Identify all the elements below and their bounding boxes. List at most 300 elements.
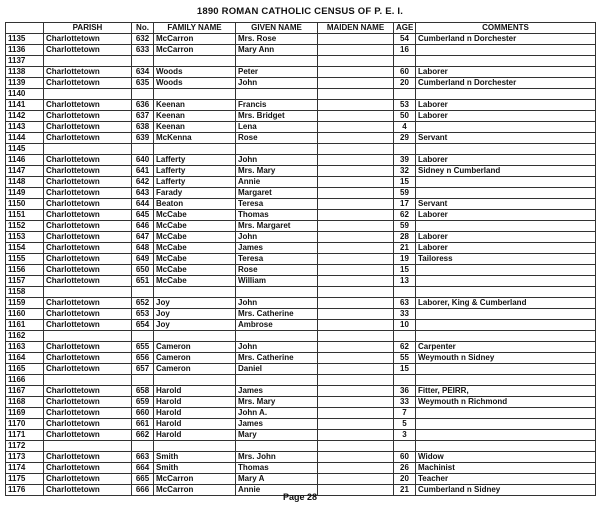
parish-cell: Charlottetown [44,452,132,463]
family-name-cell: McCarron [154,485,236,496]
maiden-name-cell [318,243,394,254]
family-name-cell [154,89,236,100]
family-name-cell: Smith [154,463,236,474]
family-name-cell: McCabe [154,221,236,232]
age-cell: 36 [394,386,416,397]
family-name-cell: Keenan [154,122,236,133]
table-row [6,320,596,331]
family-name-cell: Harold [154,408,236,419]
row-number: 1166 [6,375,44,386]
parish-cell: Charlottetown [44,155,132,166]
maiden-name-cell [318,342,394,353]
age-cell: 15 [394,265,416,276]
row-number: 1164 [6,353,44,364]
number-cell: 650 [132,265,154,276]
maiden-name-cell [318,276,394,287]
given-name-cell: Rose [236,133,318,144]
number-cell: 646 [132,221,154,232]
parish-cell: Charlottetown [44,430,132,441]
parish-cell: Charlottetown [44,122,132,133]
comments-cell [416,331,596,342]
age-cell [394,375,416,386]
row-number-header [6,23,44,34]
age-cell: 4 [394,122,416,133]
number-cell [132,441,154,452]
row-number: 1169 [6,408,44,419]
table-row [6,265,596,276]
age-cell: 7 [394,408,416,419]
table-row [6,441,596,452]
maiden-name-cell [318,210,394,221]
age-cell: 15 [394,364,416,375]
given-name-cell: John [236,155,318,166]
family-name-cell [154,441,236,452]
number-cell: 636 [132,100,154,111]
row-number: 1147 [6,166,44,177]
table-row [6,353,596,364]
table-row [6,232,596,243]
table-row [6,386,596,397]
number-cell: 640 [132,155,154,166]
row-number: 1172 [6,441,44,452]
age-cell: 17 [394,199,416,210]
maiden-name-cell [318,452,394,463]
age-cell: 50 [394,111,416,122]
number-cell: 666 [132,485,154,496]
age-cell: 29 [394,133,416,144]
family-name-cell: Joy [154,309,236,320]
number-cell: 643 [132,188,154,199]
given-name-cell: Peter [236,67,318,78]
age-cell: 3 [394,430,416,441]
parish-cell: Charlottetown [44,474,132,485]
row-number: 1146 [6,155,44,166]
comments-cell: Laborer [416,243,596,254]
age-cell: 59 [394,188,416,199]
maiden-name-cell [318,100,394,111]
given-name-cell: Mrs. Margaret [236,221,318,232]
maiden-name-cell [318,320,394,331]
row-number: 1145 [6,144,44,155]
age-cell: 53 [394,100,416,111]
comments-cell: Laborer [416,232,596,243]
given-name-cell: Margaret [236,188,318,199]
number-cell: 662 [132,430,154,441]
maiden-name-cell [318,188,394,199]
comments-cell [416,122,596,133]
comments-cell: Laborer, King & Cumberland [416,298,596,309]
family-name-cell: Farady [154,188,236,199]
number-header: No. [132,23,154,34]
given-name-cell: James [236,419,318,430]
census-table [5,22,596,496]
parish-cell: Charlottetown [44,364,132,375]
given-name-cell [236,56,318,67]
comments-cell [416,419,596,430]
table-row [6,463,596,474]
table-row [6,56,596,67]
parish-cell: Charlottetown [44,386,132,397]
given-name-cell: Mrs. Rose [236,34,318,45]
maiden-name-cell [318,34,394,45]
parish-cell: Charlottetown [44,243,132,254]
row-number: 1148 [6,177,44,188]
parish-cell: Charlottetown [44,276,132,287]
age-cell: 39 [394,155,416,166]
parish-cell: Charlottetown [44,210,132,221]
row-number: 1144 [6,133,44,144]
given-name-cell: John [236,78,318,89]
given-name-cell: Francis [236,100,318,111]
family-name-cell: Keenan [154,100,236,111]
table-row [6,78,596,89]
row-number: 1151 [6,210,44,221]
comments-cell [416,45,596,56]
row-number: 1158 [6,287,44,298]
number-cell: 649 [132,254,154,265]
age-cell: 13 [394,276,416,287]
family-name-cell: Cameron [154,364,236,375]
parish-cell [44,89,132,100]
number-cell: 654 [132,320,154,331]
table-row [6,45,596,56]
family-name-cell [154,56,236,67]
comments-cell [416,375,596,386]
number-cell: 656 [132,353,154,364]
table-row [6,166,596,177]
row-number: 1152 [6,221,44,232]
number-cell: 647 [132,232,154,243]
parish-header: PARISH [44,23,132,34]
number-cell: 645 [132,210,154,221]
row-number: 1160 [6,309,44,320]
age-cell: 33 [394,309,416,320]
maiden-name-cell [318,254,394,265]
row-number: 1150 [6,199,44,210]
parish-cell [44,441,132,452]
number-cell: 634 [132,67,154,78]
comments-cell: Tailoress [416,254,596,265]
row-number: 1176 [6,485,44,496]
comments-cell: Cumberland n Dorchester [416,78,596,89]
parish-cell [44,56,132,67]
maiden-name-cell [318,45,394,56]
age-cell: 15 [394,177,416,188]
parish-cell: Charlottetown [44,232,132,243]
maiden-name-cell [318,133,394,144]
number-cell [132,89,154,100]
maiden-name-cell [318,265,394,276]
number-cell: 661 [132,419,154,430]
family-name-cell: Lafferty [154,177,236,188]
number-cell: 653 [132,309,154,320]
row-number: 1161 [6,320,44,331]
comments-cell [416,276,596,287]
number-cell: 641 [132,166,154,177]
given-name-cell: Annie [236,177,318,188]
parish-cell: Charlottetown [44,45,132,56]
maiden-name-header: MAIDEN NAME [318,23,394,34]
parish-cell: Charlottetown [44,133,132,144]
row-number: 1154 [6,243,44,254]
parish-cell: Charlottetown [44,111,132,122]
family-name-cell: McCarron [154,474,236,485]
maiden-name-cell [318,166,394,177]
maiden-name-cell [318,155,394,166]
table-row [6,342,596,353]
row-number: 1155 [6,254,44,265]
family-name-cell: Lafferty [154,155,236,166]
number-cell: 664 [132,463,154,474]
parish-cell [44,375,132,386]
maiden-name-cell [318,111,394,122]
page-title: 1890 ROMAN CATHOLIC CENSUS OF P. E. I. [196,6,404,17]
comments-cell: Fitter, PEIRR, [416,386,596,397]
family-name-cell: McCabe [154,254,236,265]
row-number: 1157 [6,276,44,287]
table-row [6,254,596,265]
parish-cell: Charlottetown [44,353,132,364]
comments-cell [416,441,596,452]
maiden-name-cell [318,408,394,419]
family-name-cell: Joy [154,320,236,331]
given-name-cell: Mary A [236,474,318,485]
parish-cell: Charlottetown [44,34,132,45]
family-name-cell [154,331,236,342]
maiden-name-cell [318,375,394,386]
parish-cell: Charlottetown [44,221,132,232]
given-name-cell: Teresa [236,199,318,210]
age-cell [394,89,416,100]
parish-cell: Charlottetown [44,265,132,276]
row-number: 1140 [6,89,44,100]
maiden-name-cell [318,177,394,188]
family-name-cell: Harold [154,419,236,430]
row-number: 1168 [6,397,44,408]
parish-cell [44,331,132,342]
number-cell: 652 [132,298,154,309]
number-cell: 651 [132,276,154,287]
table-row [6,100,596,111]
header-row [6,23,596,34]
parish-cell: Charlottetown [44,397,132,408]
parish-cell: Charlottetown [44,199,132,210]
comments-cell [416,320,596,331]
given-name-cell: Mrs. Bridget [236,111,318,122]
number-cell: 655 [132,342,154,353]
comments-cell [416,265,596,276]
number-cell [132,144,154,155]
number-cell: 659 [132,397,154,408]
number-cell: 644 [132,199,154,210]
table-row [6,419,596,430]
row-number: 1149 [6,188,44,199]
comments-cell: Laborer [416,67,596,78]
table-row [6,155,596,166]
maiden-name-cell [318,397,394,408]
maiden-name-cell [318,56,394,67]
family-name-cell: Smith [154,452,236,463]
given-name-cell: Thomas [236,463,318,474]
parish-cell: Charlottetown [44,342,132,353]
comments-cell: Cumberland n Sidney [416,485,596,496]
row-number: 1143 [6,122,44,133]
row-number: 1136 [6,45,44,56]
age-cell: 20 [394,474,416,485]
family-name-cell: McCabe [154,265,236,276]
family-name-cell: Cameron [154,342,236,353]
family-name-cell: McCarron [154,45,236,56]
table-row [6,122,596,133]
table-row [6,397,596,408]
family-name-cell: McCarron [154,34,236,45]
row-number: 1137 [6,56,44,67]
table-row [6,199,596,210]
comments-cell [416,221,596,232]
parish-cell: Charlottetown [44,298,132,309]
family-name-cell [154,144,236,155]
number-cell: 648 [132,243,154,254]
given-name-cell: Mary [236,430,318,441]
number-cell [132,331,154,342]
comments-cell: Weymouth n Sidney [416,353,596,364]
given-name-cell [236,287,318,298]
number-cell: 663 [132,452,154,463]
maiden-name-cell [318,364,394,375]
family-name-cell: McCabe [154,210,236,221]
table-row [6,474,596,485]
number-cell [132,375,154,386]
given-name-cell [236,375,318,386]
maiden-name-cell [318,287,394,298]
age-cell: 20 [394,78,416,89]
comments-cell: Laborer [416,100,596,111]
row-number: 1141 [6,100,44,111]
row-number: 1156 [6,265,44,276]
comments-cell: Machinist [416,463,596,474]
maiden-name-cell [318,430,394,441]
given-name-cell: Mrs. Catherine [236,309,318,320]
given-name-cell [236,89,318,100]
given-name-cell [236,331,318,342]
table-row [6,133,596,144]
given-name-cell: Lena [236,122,318,133]
table-row [6,331,596,342]
family-name-cell: McCabe [154,276,236,287]
number-cell: 632 [132,34,154,45]
table-row [6,188,596,199]
parish-cell: Charlottetown [44,419,132,430]
age-cell: 33 [394,397,416,408]
parish-cell: Charlottetown [44,67,132,78]
census-body [6,34,596,496]
row-number: 1139 [6,78,44,89]
maiden-name-cell [318,67,394,78]
table-row [6,276,596,287]
age-cell: 21 [394,243,416,254]
comments-cell [416,408,596,419]
maiden-name-cell [318,144,394,155]
number-cell: 657 [132,364,154,375]
row-number: 1167 [6,386,44,397]
given-name-cell: John [236,298,318,309]
given-name-header: GIVEN NAME [236,23,318,34]
parish-cell: Charlottetown [44,188,132,199]
number-cell: 638 [132,122,154,133]
given-name-cell: Rose [236,265,318,276]
row-number: 1162 [6,331,44,342]
family-name-cell: McCabe [154,232,236,243]
age-cell [394,441,416,452]
maiden-name-cell [318,386,394,397]
age-cell: 28 [394,232,416,243]
given-name-cell: John A. [236,408,318,419]
family-name-cell: Keenan [154,111,236,122]
maiden-name-cell [318,419,394,430]
maiden-name-cell [318,463,394,474]
table-row [6,452,596,463]
parish-cell: Charlottetown [44,166,132,177]
age-cell [394,331,416,342]
given-name-cell: Mrs. Mary [236,397,318,408]
table-row [6,309,596,320]
given-name-cell: Daniel [236,364,318,375]
table-row [6,364,596,375]
family-name-cell [154,287,236,298]
family-name-cell: Cameron [154,353,236,364]
family-name-cell: Woods [154,78,236,89]
family-name-cell: Joy [154,298,236,309]
comments-cell [416,89,596,100]
table-row [6,408,596,419]
number-cell: 642 [132,177,154,188]
comments-cell: Teacher [416,474,596,485]
row-number: 1142 [6,111,44,122]
given-name-cell [236,144,318,155]
given-name-cell: William [236,276,318,287]
given-name-cell: John [236,342,318,353]
family-name-header: FAMILY NAME [154,23,236,34]
given-name-cell: Mary Ann [236,45,318,56]
comments-cell [416,309,596,320]
table-row [6,144,596,155]
table-row [6,375,596,386]
number-cell [132,56,154,67]
comments-cell: Weymouth n Richmond [416,397,596,408]
age-cell [394,144,416,155]
age-cell: 21 [394,485,416,496]
family-name-cell: Woods [154,67,236,78]
age-cell: 16 [394,45,416,56]
maiden-name-cell [318,441,394,452]
maiden-name-cell [318,199,394,210]
age-cell: 55 [394,353,416,364]
family-name-cell [154,375,236,386]
comments-cell [416,287,596,298]
table-row [6,89,596,100]
given-name-cell: Mrs. John [236,452,318,463]
maiden-name-cell [318,221,394,232]
number-cell: 639 [132,133,154,144]
table-row [6,287,596,298]
maiden-name-cell [318,78,394,89]
family-name-cell: McKenna [154,133,236,144]
parish-cell [44,144,132,155]
parish-cell: Charlottetown [44,78,132,89]
table-row [6,298,596,309]
age-cell: 26 [394,463,416,474]
age-cell: 10 [394,320,416,331]
